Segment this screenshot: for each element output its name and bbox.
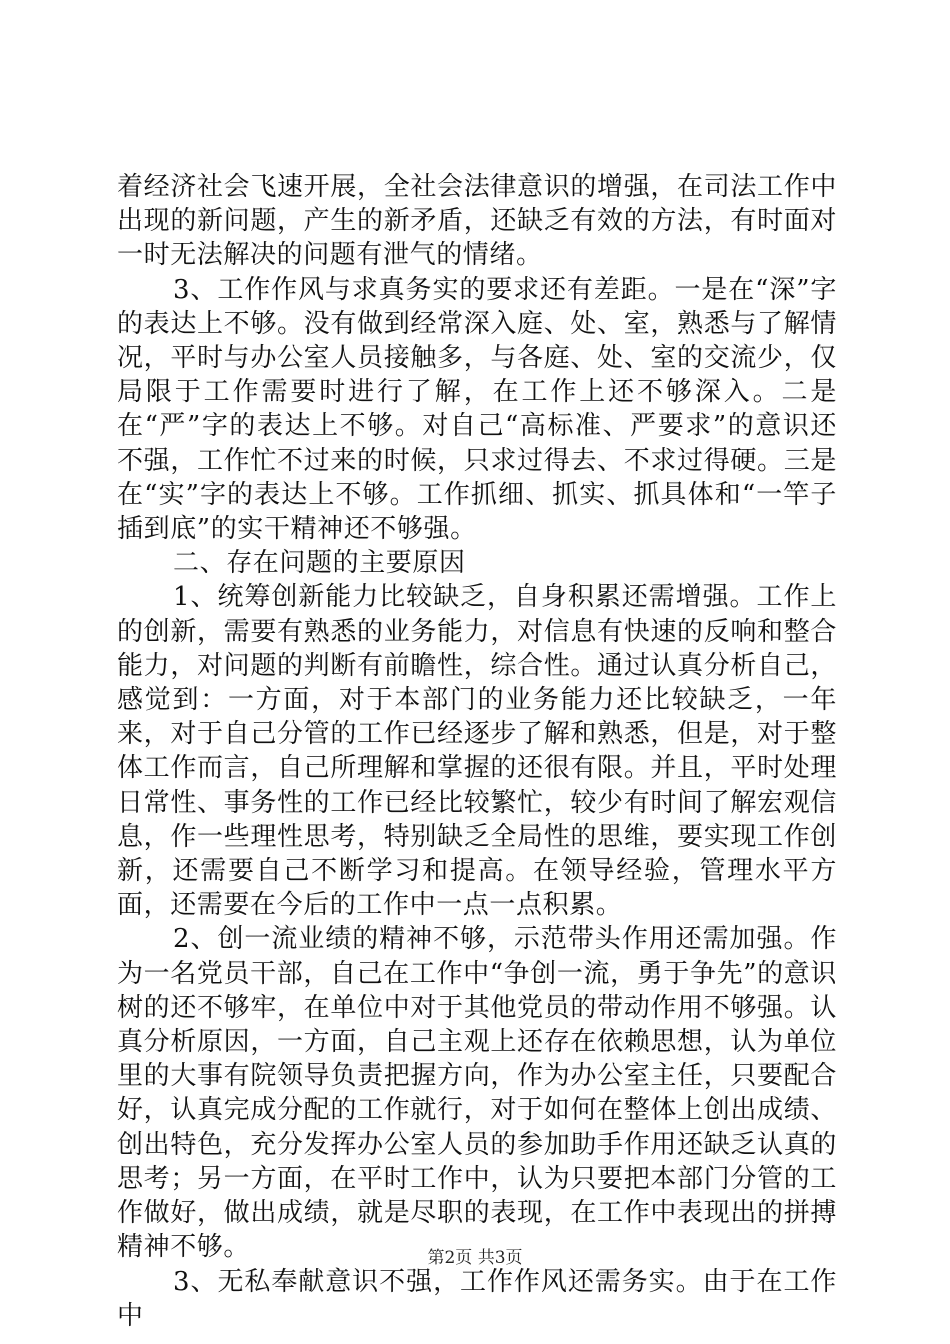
section-heading-causes: 二、存在问题的主要原因 xyxy=(173,548,466,579)
page-footer: 第2页 共3页 xyxy=(427,1248,523,1268)
paragraph-innovation: 1、统筹创新能力比较缺乏，自身积累还需增强。工作上的创新，需要有熟悉的业务能力，对信息有快速的反响和整合能力，对问题的判断有前瞻性，综合性。通过认真分析自己，感觉到：一方面，对于本部门的业务能力还比较缺乏，一年来，对于自己分管的工作已经逐步了解和熟悉，但是，对于整体工作而言，自己所理解和掌握的还很有限。并且，平时处理日常性、事务性的工作已经比较繁忙，较少有时间了解宏观信息，作一些理性思考，特别缺乏全局性的思维，要实现工作创新，还需要自己不断学习和提高。在领导经验，管理水平方面，还需要在今后的工作中一点一点积累。 xyxy=(117,582,837,921)
paragraph-work-style: 3、工作作风与求真务实的要求还有差距。一是在“深”字的表达上不够。没有做到经常深入庭、处、室，熟悉与了解情况，平时与办公室人员接触多，与各庭、处、室的交流少，仅局限于工作需要时进行了解，在工作上还不够深入。二是在“严”字的表达上不够。对自己“高标准、严要求”的意识还不强，工作忙不过来的时候，只求过得去、不求过得硬。三是在“实”字的表达上不够。工作抓细、抓实、抓具体和“一竿子插到底”的实干精神还不够强。 xyxy=(117,274,837,545)
document-body xyxy=(117,170,837,1333)
paragraph-first-class: 2、创一流业绩的精神不够，示范带头作用还需加强。作为一名党员干部，自己在工作中“争创一流，勇于争先”的意识树的还不够牢，在单位中对于其他党员的带动作用不够强。认真分析原因，一方面，自己主观上还存在依赖思想，认为单位里的大事有院领导负责把握方向，作为办公室主任，只要配合好，认真完成分配的工作就行，对于如何在整体上创出成绩、创出特色，充分发挥办公室人员的参加助手作用还缺乏认真的思考；另一方面，在平时工作中，认为只要把本部门分管的工作做好，做出成绩，就是尽职的表现，在工作中表现出的拼搏精神不够。 xyxy=(117,924,837,1263)
paragraph-continuation: 着经济社会飞速开展，全社会法律意识的增强，在司法工作中出现的新问题，产生的新矛盾，还缺乏有效的方法，有时面对一时无法解决的问题有泄气的情绪。 xyxy=(117,172,837,271)
paragraph-dedication: 3、无私奉献意识不强，工作作风还需务实。由于在工作中 xyxy=(117,1266,837,1331)
